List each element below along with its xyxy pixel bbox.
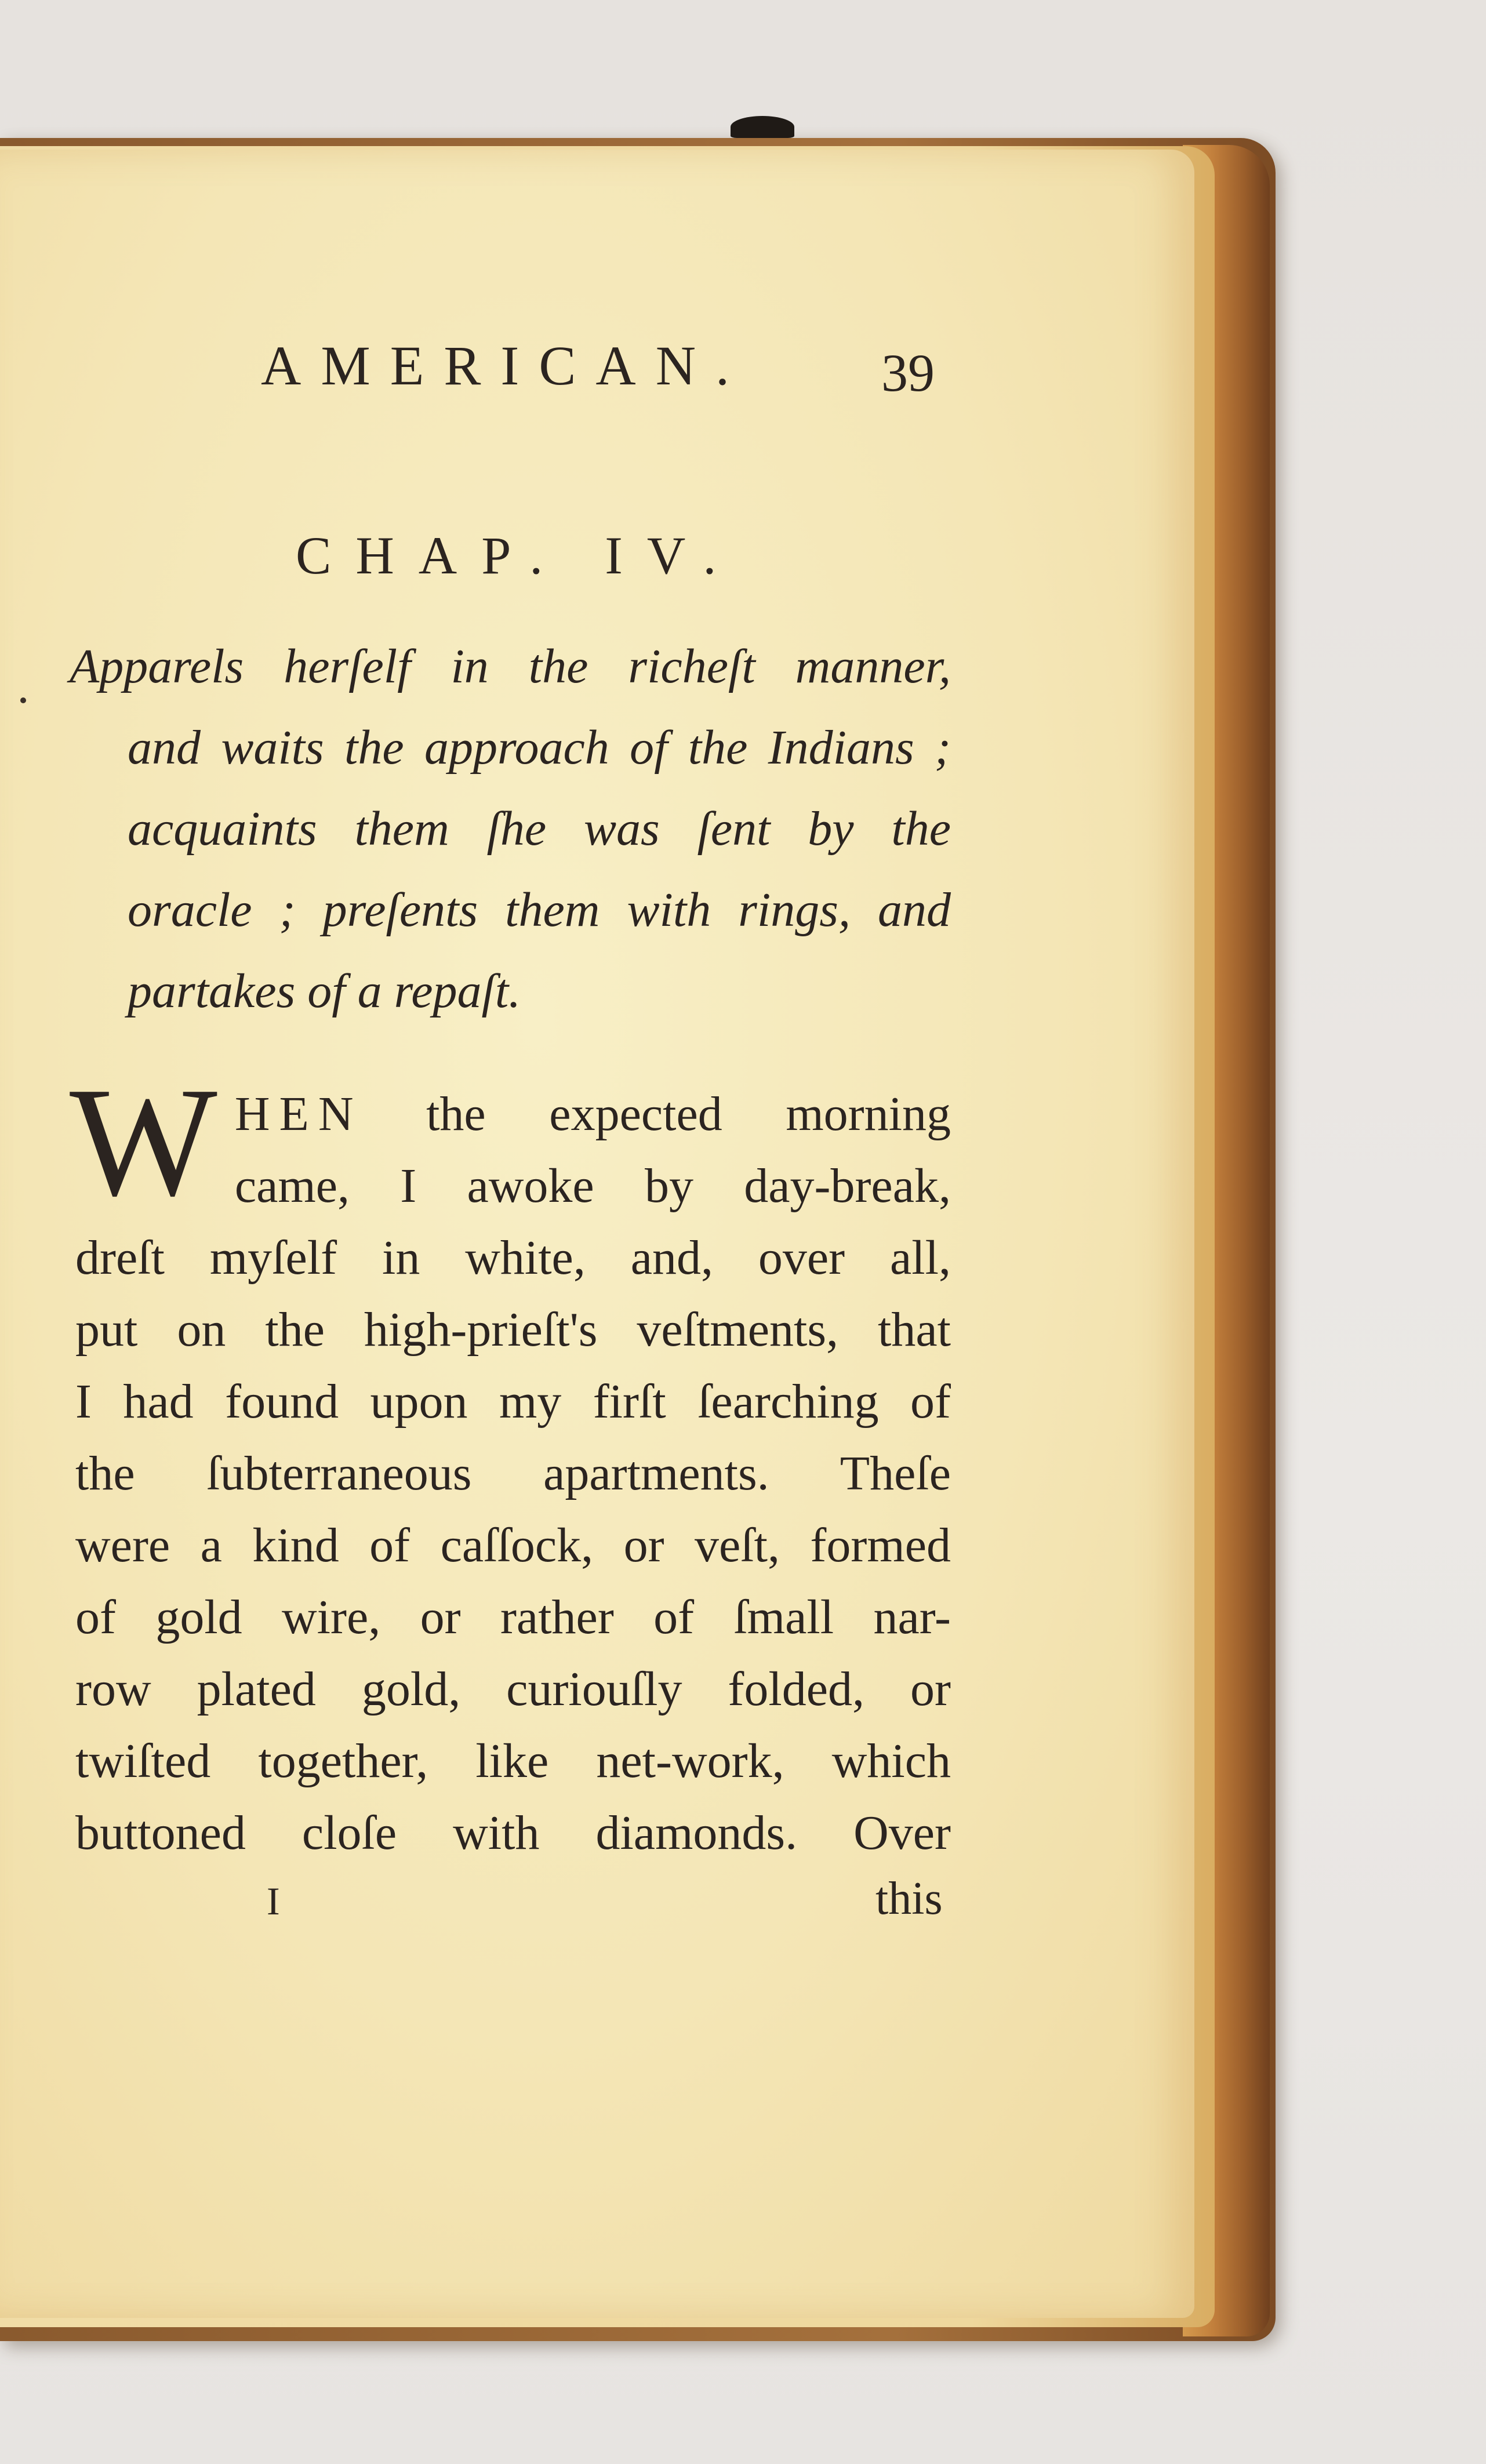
body-line: put on the high-prieſt's veſtments, that — [75, 1303, 951, 1357]
ink-speck — [20, 697, 26, 703]
summary-line: oracle ; preſents them with rings, and — [128, 883, 951, 937]
body-line: row plated gold, curiouſly folded, or — [75, 1662, 951, 1716]
drop-cap: W — [70, 1055, 217, 1229]
body-line: twiſted together, like net-work, which — [75, 1734, 951, 1788]
body-line: of gold wire, or rather of ſmall nar- — [75, 1590, 951, 1644]
summary-line: Apparels herſelf in the richeſt manner, — [70, 639, 951, 693]
page-number: 39 — [881, 343, 935, 402]
body-line: dreſt myſelf in white, and, over all, — [75, 1231, 951, 1285]
body-line: buttoned cloſe with diamonds. Over — [75, 1806, 951, 1860]
body-line: were a kind of caſſock, or veſt, formed — [75, 1518, 951, 1572]
body-line: the ſubterraneous apartments. Theſe — [75, 1447, 951, 1500]
summary-line: and waits the approach of the Indians ; — [128, 721, 951, 775]
body-text — [70, 1055, 951, 1869]
summary-line: acquaints them ſhe was ſent by the — [128, 802, 951, 856]
first-word: HEN — [234, 1087, 363, 1141]
signature-mark: I — [267, 1879, 280, 1923]
catchword: this — [875, 1873, 943, 1924]
body-line: came, I awoke by day-break, — [234, 1159, 951, 1213]
first-line-rest: the expected morning — [426, 1087, 951, 1141]
running-title: AMERICAN. — [261, 335, 750, 397]
page-footer — [0, 1873, 1194, 1942]
chapter-summary — [70, 626, 951, 1032]
ribbon-marker — [731, 116, 794, 138]
body-line: I had found upon my firſt ſearching of — [75, 1375, 951, 1429]
page-header — [0, 325, 1194, 406]
chapter-heading: CHAP. IV. — [296, 526, 741, 585]
summary-line: partakes of a repaſt. — [128, 964, 521, 1018]
